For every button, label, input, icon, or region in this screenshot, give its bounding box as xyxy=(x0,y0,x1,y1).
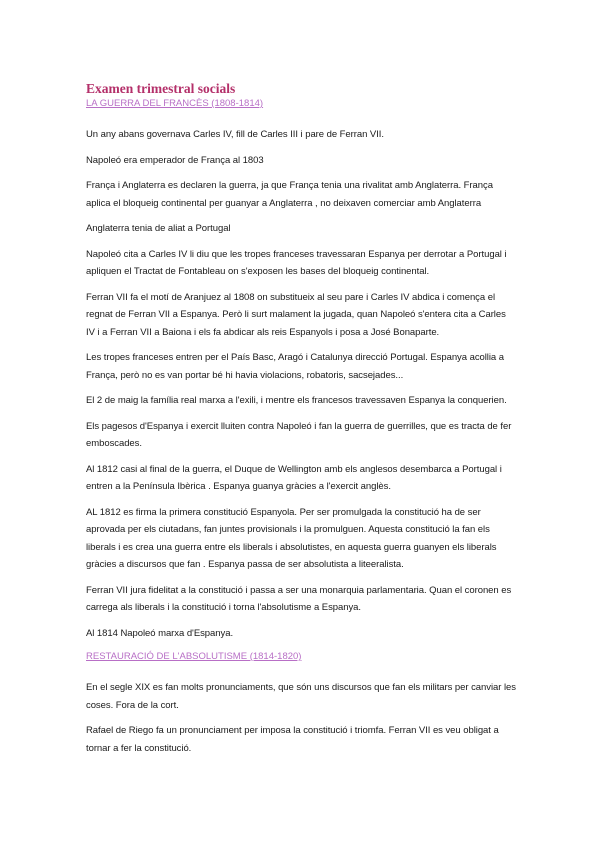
paragraph: AL 1812 es firma la primera constitució Espanyola. Per ser promulgada la constitució ha de ser aprovada per els ciutadans, fan juntes provisionals i la promulguen. Aquesta constitució la fan els liberals i es crea una guerra entre els liberals i absolutistes, en aquesta guerra guanyen els liberals gràcies a discursos que fan . Espanya passa de ser absolutista a liteeralista. xyxy=(86,506,497,570)
paragraph: França i Anglaterra es declaren la guerra, ja que França tenia una rivalitat amb Anglaterra. França aplica el bloqueig continental per guanyar a Anglaterra , no deixaven comerciar amb Anglaterra xyxy=(86,180,493,209)
paragraph: Ferran VII jura fidelitat a la constitució i passa a ser una monarquia parlamentaria. Quan el coronen es carrega als liberals i la constitució i torna l'absolutisme a Espanya. xyxy=(86,584,512,613)
paragraph: Napoleó era emperador de França al 1803 xyxy=(86,154,264,166)
paragraph: El 2 de maig la família real marxa a l'exili, i mentre els francesos travessaven Espanya la conquerien. xyxy=(86,395,507,406)
paragraph: En el segle XIX es fan molts pronunciaments, que són uns discursos que fan els militars per canviar les coses. Fora de la cort. xyxy=(86,682,516,711)
document-title: Examen trimestral socials xyxy=(86,81,236,96)
paragraph: Les tropes franceses entren per el País Basc, Aragó i Catalunya direcció Portugal. Espanya acollia a França, però no es van portar bé hi havia violacions, robatoris, sacsejades... xyxy=(86,352,504,381)
document-page xyxy=(86,80,516,765)
paragraph: Un any abans governava Carles IV, fill de Carles III i pare de Ferran VII. xyxy=(86,129,384,140)
paragraph: Al 1814 Napoleó marxa d'Espanya. xyxy=(86,627,234,639)
section-heading-restauracio: RESTAURACIÓ DE L'ABSOLUTISME (1814-1820) xyxy=(86,651,302,662)
paragraph: Rafael de Riego fa un pronunciament per imposa la constitució i triomfa. Ferran VII es veu obligat a tornar a fer la constitució. xyxy=(86,725,499,754)
paragraph: Al 1812 casi al final de la guerra, el Duque de Wellington amb els anglesos desembarca a Portugal i entren a la Península Ibèrica . Espanya guanya gràcies a l'exercit anglès. xyxy=(86,463,502,492)
paragraph: Napoleó cita a Carles IV li diu que les tropes franceses travessaran Espanya per derrotar a Portugal i apliquen el Tractat de Fontableau on s'exposen les bases del bloqueig continental. xyxy=(86,248,507,277)
paragraph: Els pagesos d'Espanya i exercit lluiten contra Napoleó i fan la guerra de guerrilles, que es tracta de fer emboscades. xyxy=(86,420,512,449)
section-heading-guerra-frances: LA GUERRA DEL FRANCÈS (1808-1814) xyxy=(86,98,264,109)
paragraph: Anglaterra tenia de aliat a Portugal xyxy=(86,223,231,234)
paragraph: Ferran VII fa el motí de Aranjuez al 1808 on substitueix al seu pare i Carles IV abdica i comença el regnat de Ferran VII a Espanya. Però li surt malament la jugada, quan Napoleó s'entera cita a Carles IV i a Ferran VII a Baiona i els fa abdicar als reis Espanyols i posa a José Bonaparte. xyxy=(86,291,506,338)
